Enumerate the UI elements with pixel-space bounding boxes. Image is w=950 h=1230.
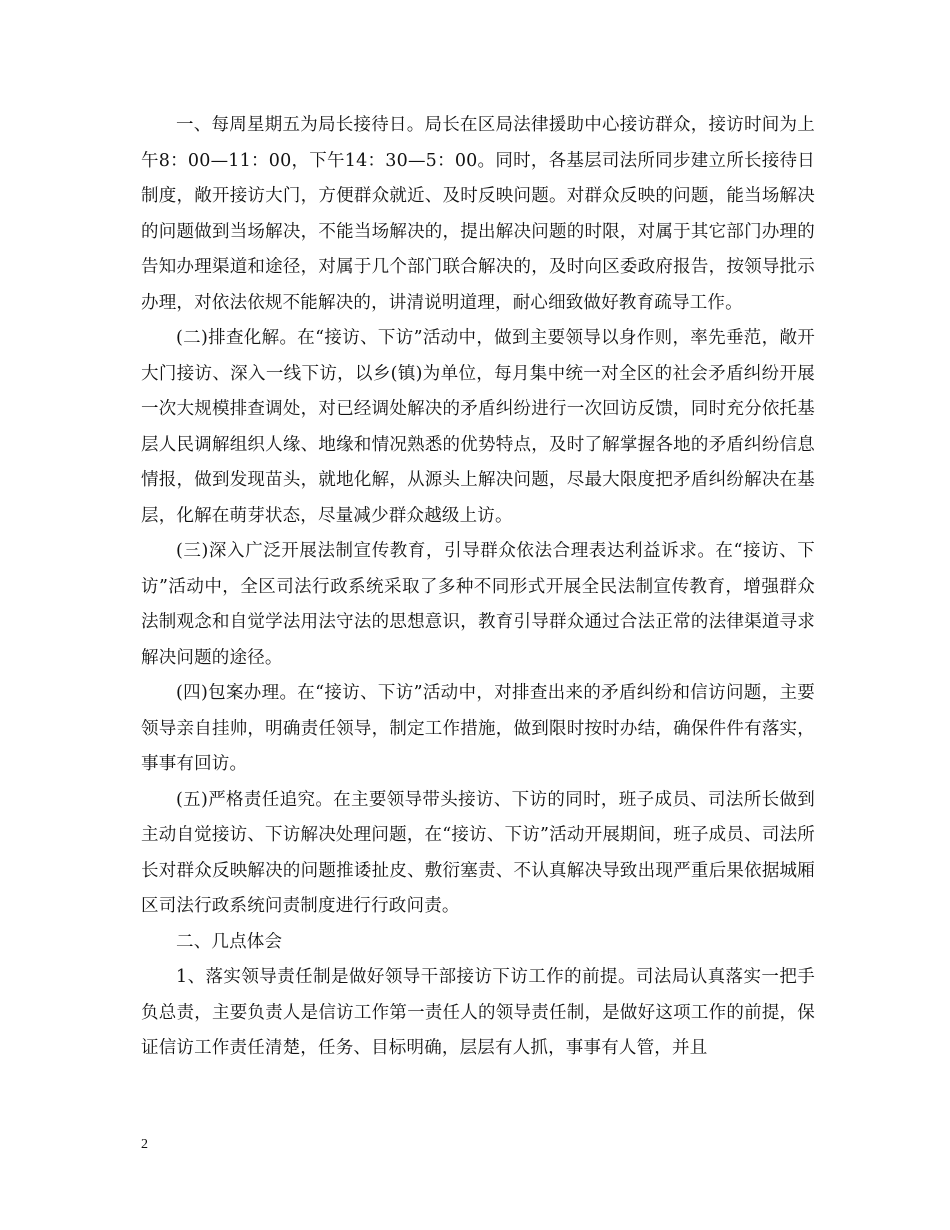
paragraph-investigation: (二)排查化解。在“接访、下访”活动中，做到主要领导以身作则，率先垂范，敞开大门接访、深入一线下访，以乡(镇)为单位，每月集中统一对全区的社会矛盾纠纷开展一次大规模排查调处，对已经调处解决的矛盾纠纷进行一次回访反馈，同时充分依托基层人民调解组织人缘、地缘和情况熟悉的优势特点，及时了解掌握各地的矛盾纠纷信息情报，做到发现苗头，就地化解，从源头上解决问题，尽最大限度把矛盾纠纷解决在基层，化解在萌芽状态，尽量减少群众越级上访。 bbox=[141, 328, 815, 526]
paragraph-accountability: (五)严格责任追究。在主要领导带头接访、下访的同时，班子成员、司法所长做到主动自觉接访、下访解决处理问题，在“接访、下访”活动开展期间，班子成员、司法所长对群众反映解决的问题推诿扯皮、敷衍塞责、不认真解决导致出现严重后果依据城厢区司法行政系统问责制度进行行政问责。 bbox=[141, 789, 815, 916]
paragraph-case-handling: (四)包案办理。在“接访、下访”活动中，对排查出来的矛盾纠纷和信访问题，主要领导亲自挂帅，明确责任领导，制定工作措施，做到限时按时办结，确保件件有落实，事事有回访。 bbox=[141, 683, 815, 774]
paragraph-legal-education: (三)深入广泛开展法制宣传教育，引导群众依法合理表达利益诉求。在“接访、下访”活动中，全区司法行政系统采取了多种不同形式开展全民法制宣传教育，增强群众法制观念和自觉学法用法守法的思想意识，教育引导群众通过合法正常的法律渠道寻求解决问题的途径。 bbox=[141, 541, 815, 668]
page-number: 2 bbox=[141, 1137, 148, 1152]
section-heading-experiences: 二、几点体会 bbox=[176, 931, 283, 952]
paragraph-leadership-responsibility: 1、落实领导责任制是做好领导干部接访下访工作的前提。司法局认真落实一把手负总责，主要负责人是信访工作第一责任人的领导责任制，是做好这项工作的前提，保证信访工作责任清楚，任务、目标明确，层层有人抓，事事有人管，并且 bbox=[141, 967, 815, 1058]
document-body bbox=[141, 108, 815, 1067]
paragraph-reception-day: 一、每周星期五为局长接待日。局长在区局法律援助中心接访群众，接访时间为上午8：00—11：00，下午14：30—5：00。同时，各基层司法所同步建立所长接待日制度，敞开接访大门，方便群众就近、及时反映问题。对群众反映的问题，能当场解决的问题做到当场解决，不能当场解决的，提出解决问题的时限，对属于其它部门办理的告知办理渠道和途径，对属于几个部门联合解决的，及时向区委政府报告，按领导批示办理，对依法依规不能解决的，讲清说明道理，耐心细致做好教育疏导工作。 bbox=[141, 115, 815, 313]
